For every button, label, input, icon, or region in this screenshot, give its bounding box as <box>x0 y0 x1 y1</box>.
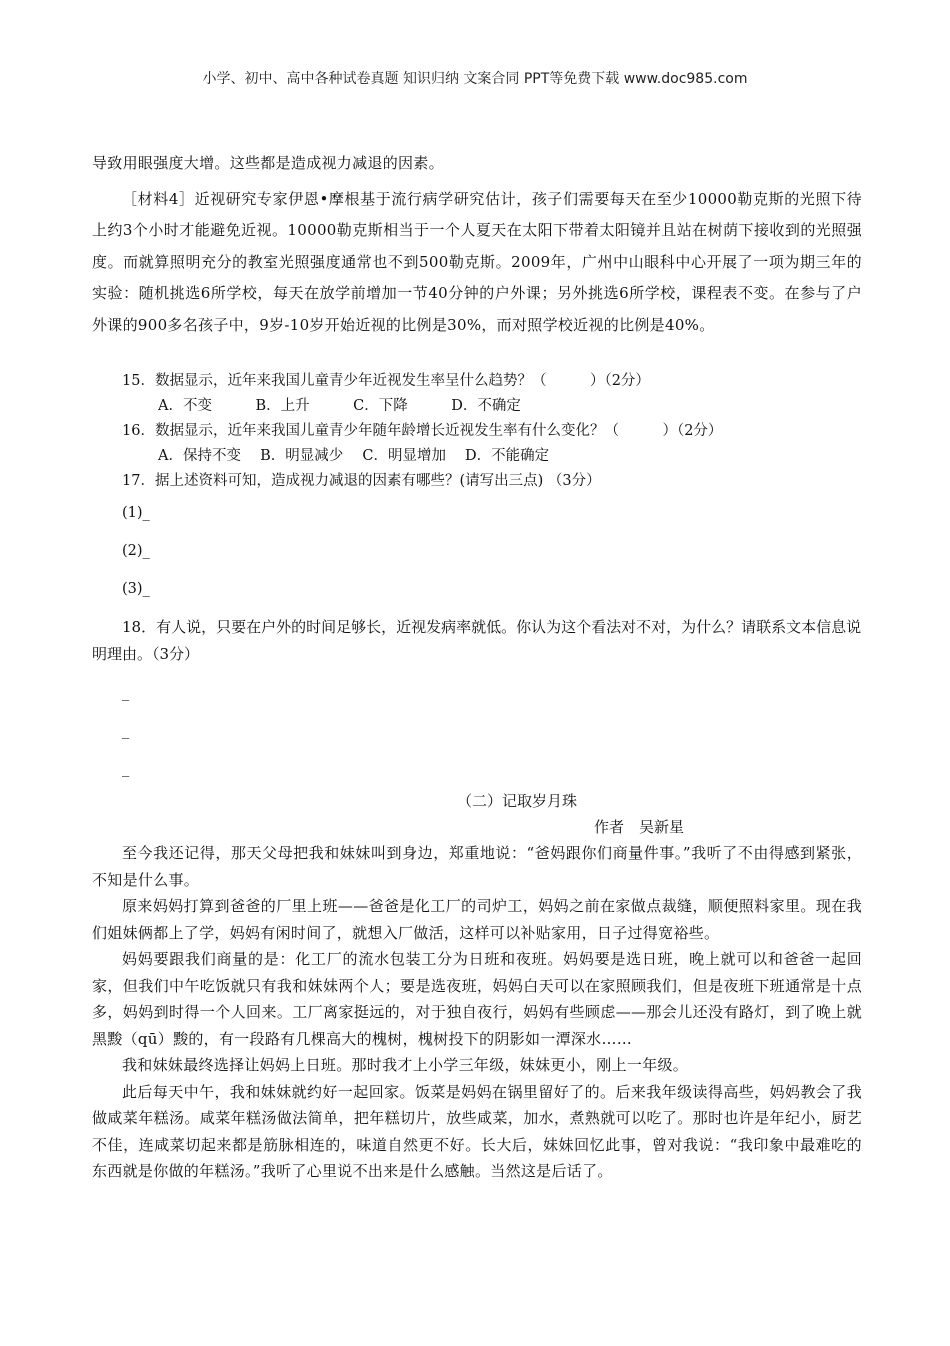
answer-blank-17-2[interactable]: (2)_ <box>122 543 150 559</box>
story-paragraph: 至今我还记得，那天父母把我和妹妹叫到身边，郑重地说：“爸妈跟你们商量件事。”我听了不由得感到紧张，不知是什么事。 <box>92 844 862 889</box>
answer-blank-18-3[interactable]: _ <box>122 761 130 777</box>
story-author: 作者 吴新星 <box>593 818 684 836</box>
answer-blank-17-1[interactable]: (1)_ <box>122 505 150 521</box>
question-16: 16．数据显示，近年来我国儿童青少年随年龄增长近视发生率有什么变化？（ ）（2分） <box>122 423 723 439</box>
story-paragraph: 妈妈要跟我们商量的是：化工厂的流水包装工分为日班和夜班。妈妈要是选日班，晚上就可以和爸爸一起回家，但我们中午吃饭就只有我和妹妹两个人；要是选夜班，妈妈白天可以在家照顾我们，但是夜班下班通常是十点多，妈妈到时得一个人回来。工厂离家挺远的，对于独自夜行，妈妈有些顾虑——那会儿还没有路灯，到了晚上就黑黢（qū）黢的，有一段路有几棵高大的槐树，槐树投下的阴影如一潭深水…… <box>92 950 862 1048</box>
story-paragraph: 此后每天中午，我和妹妹就约好一起回家。饭菜是妈妈在锅里留好了的。后来我年级读得高些，妈妈教会了我做咸菜年糕汤。咸菜年糕汤做法简单，把年糕切片，放些咸菜，加水，煮熟就可以吃了。那时也许是年纪小，厨艺不佳，连咸菜切起来都是筋脉相连的，味道自然更不好。长大后，妹妹回忆此事，曾对我说：“我印象中最难吃的东西就是你做的年糕汤。”我听了心里说不出来是什么感触。当然这是后话了。 <box>92 1082 862 1180</box>
question-18: 18．有人说，只要在户外的时间足够长，近视发病率就低。你认为这个看法对不对，为什么？请联系文本信息说明理由。（3分） <box>92 618 862 663</box>
answer-blank-18-2[interactable]: _ <box>122 723 130 739</box>
story-paragraph: 我和妹妹最终选择让妈妈上日班。那时我才上小学三年级，妹妹更小，刚上一年级。 <box>122 1056 689 1074</box>
page-header: 小学、初中、高中各种试卷真题 知识归纳 文案合同 PPT等免费下载 www.doc985.com <box>202 71 748 87</box>
document-body <box>92 148 862 1185</box>
answer-blank-18-1[interactable]: _ <box>122 685 130 701</box>
story-title: （二）记取岁月珠 <box>456 792 577 810</box>
question-17: 17．据上述资料可知，造成视力减退的因素有哪些？(请写出三点) （3分） <box>122 473 601 489</box>
answer-blank-17-3[interactable]: (3)_ <box>122 581 150 597</box>
story-paragraph: 原来妈妈打算到爸爸的厂里上班——爸爸是化工厂的司炉工，妈妈之前在家做点裁缝，顺便照料家里。现在我们姐妹俩都上了学，妈妈有闲时间了，就想入厂做活，这样可以补贴家用，日子过得宽裕些。 <box>92 897 862 942</box>
question-15-options: A．不变 B．上升 C．下降 D．不确定 <box>158 398 521 414</box>
material-3-ending: 导致用眼强度大增。这些都是造成视力减退的因素。 <box>92 154 444 172</box>
material-4-paragraph: ［材料4］近视研究专家伊恩•摩根基于流行病学研究估计，孩子们需要每天在至少10000勒克斯的光照下待上约3个小时才能避免近视。10000勒克斯相当于一个人夏天在太阳下带着太阳镜并且站在树荫下接收到的光照强度。而就算照明充分的教室光照强度通常也不到500勒克斯。2009年，广州中山眼科中心开展了一项为期三年的实验：随机挑选6所学校，每天在放学前增加一节40分钟的户外课；另外挑选6所学校，课程表不变。在参与了户外课的900多名孩子中，9岁-10岁开始近视的比例是30%，而对照学校近视的比例是40%。 <box>92 189 862 334</box>
question-16-options: A．保持不变 B．明显减少 C．明显增加 D．不能确定 <box>158 448 550 464</box>
question-15: 15．数据显示，近年来我国儿童青少年近视发生率呈什么趋势？（ ）（2分） <box>122 373 650 389</box>
